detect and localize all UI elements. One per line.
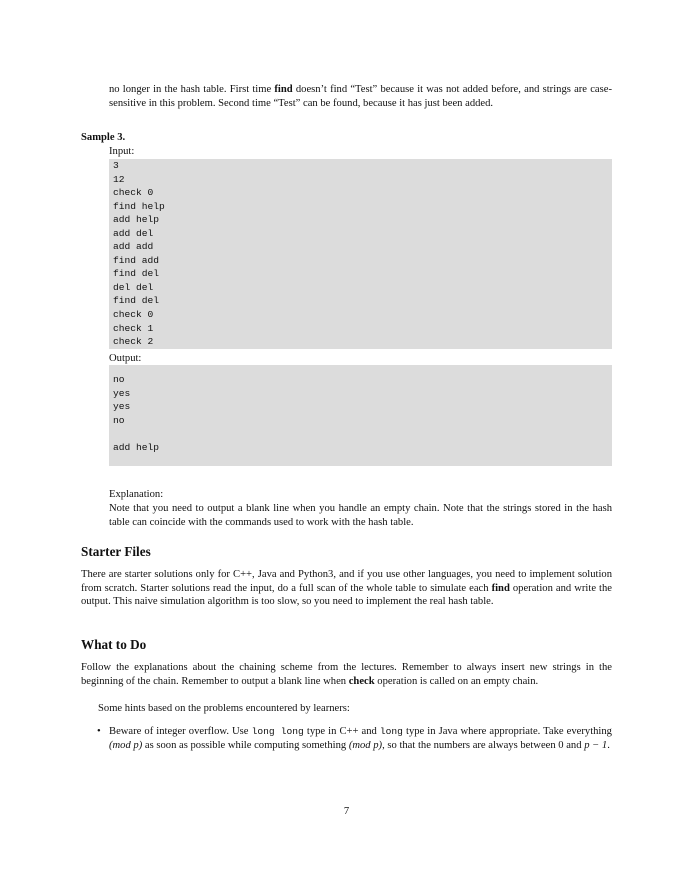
- bullet-text: Beware of integer overflow. Use: [109, 726, 252, 737]
- hints-intro: Some hints based on the problems encountered by learners:: [98, 703, 350, 714]
- output-line: no: [113, 374, 125, 385]
- hint-bullet-item: [97, 725, 612, 752]
- intro-bold-find: find: [274, 84, 293, 95]
- explanation-label: Explanation:: [109, 489, 164, 500]
- input-line: check 0: [113, 187, 154, 199]
- code-long: long: [379, 726, 403, 737]
- mod-expression: (mod p): [109, 739, 143, 751]
- input-line: del del: [113, 281, 154, 293]
- input-line: check 1: [113, 322, 154, 334]
- input-line: check 0: [113, 309, 154, 321]
- sample3-title: Sample 3.: [81, 132, 126, 143]
- bullet-text: type in Java where appropriate. Take everything: [402, 726, 612, 737]
- input-line: check 2: [113, 336, 154, 348]
- input-line: find add: [113, 254, 160, 266]
- output-code-block: [109, 365, 612, 466]
- page-number: 7: [343, 806, 350, 817]
- intro-text-rest: doesn’t find “Test” because it was not added before, and strings are case-sensitive in this problem. Second time “Test” can be found, because it has just been added.: [109, 84, 612, 109]
- what-to-do-text-rest: operation is called on an empty chain.: [374, 675, 539, 687]
- what-to-do-text: Follow the explanations about the chaining scheme from the lectures. Remember to always insert new strings in the beginning of the chain. Remember to output a blank line when: [81, 662, 612, 687]
- output-label: Output:: [109, 353, 142, 364]
- input-line: 12: [113, 173, 125, 185]
- bullet-text: type in C++ and: [303, 726, 380, 737]
- range-expression: p − 1: [584, 739, 608, 751]
- input-line: add add: [113, 241, 154, 253]
- input-line: find del: [113, 268, 160, 280]
- output-line: [113, 427, 608, 441]
- bullet-text: , so that the numbers are always between 0 and: [382, 739, 585, 751]
- input-line: find help: [113, 200, 165, 212]
- what-to-do-heading: What to Do: [81, 637, 147, 652]
- output-line: no: [113, 414, 125, 426]
- output-line: add help: [113, 441, 160, 453]
- intro-paragraph: [109, 83, 612, 110]
- intro-text: no longer in the hash table. First time: [109, 84, 275, 95]
- input-line: find del: [113, 295, 160, 307]
- input-label: Input:: [109, 146, 135, 157]
- explanation-text: Note that you need to output a blank line when you handle an empty chain. Note that the strings stored in the hash table can coincide with the commands used to work with the hash table.: [109, 503, 612, 528]
- input-code-block: [109, 159, 612, 349]
- starter-files-bold-find: find: [491, 582, 510, 594]
- mod-expression: (mod p): [348, 739, 383, 751]
- what-to-do-paragraph: [81, 661, 612, 688]
- starter-files-text: There are starter solutions only for C++, Java and Python3, and if you use other languages, you need to implement solution from scratch. Starter solutions read the input, do a full scan of the whole table to simulate each: [81, 569, 612, 594]
- bullet-dot-icon: •: [97, 726, 101, 737]
- output-line: yes: [113, 387, 131, 399]
- what-to-do-bold-check: check: [348, 675, 375, 687]
- input-line: add help: [113, 214, 160, 226]
- starter-files-text-rest: operation and write the output. This naive simulation algorithm is too slow, so you need to implement the real hash table.: [81, 582, 612, 607]
- bullet-text: as soon as possible while computing something: [142, 739, 349, 751]
- input-line: 3: [113, 160, 119, 171]
- bullet-text: .: [607, 739, 610, 751]
- output-line: yes: [113, 401, 131, 413]
- input-line: add del: [113, 227, 154, 239]
- code-long-long: long long: [251, 726, 304, 737]
- starter-files-paragraph: [81, 568, 612, 609]
- starter-files-heading: Starter Files: [81, 544, 151, 559]
